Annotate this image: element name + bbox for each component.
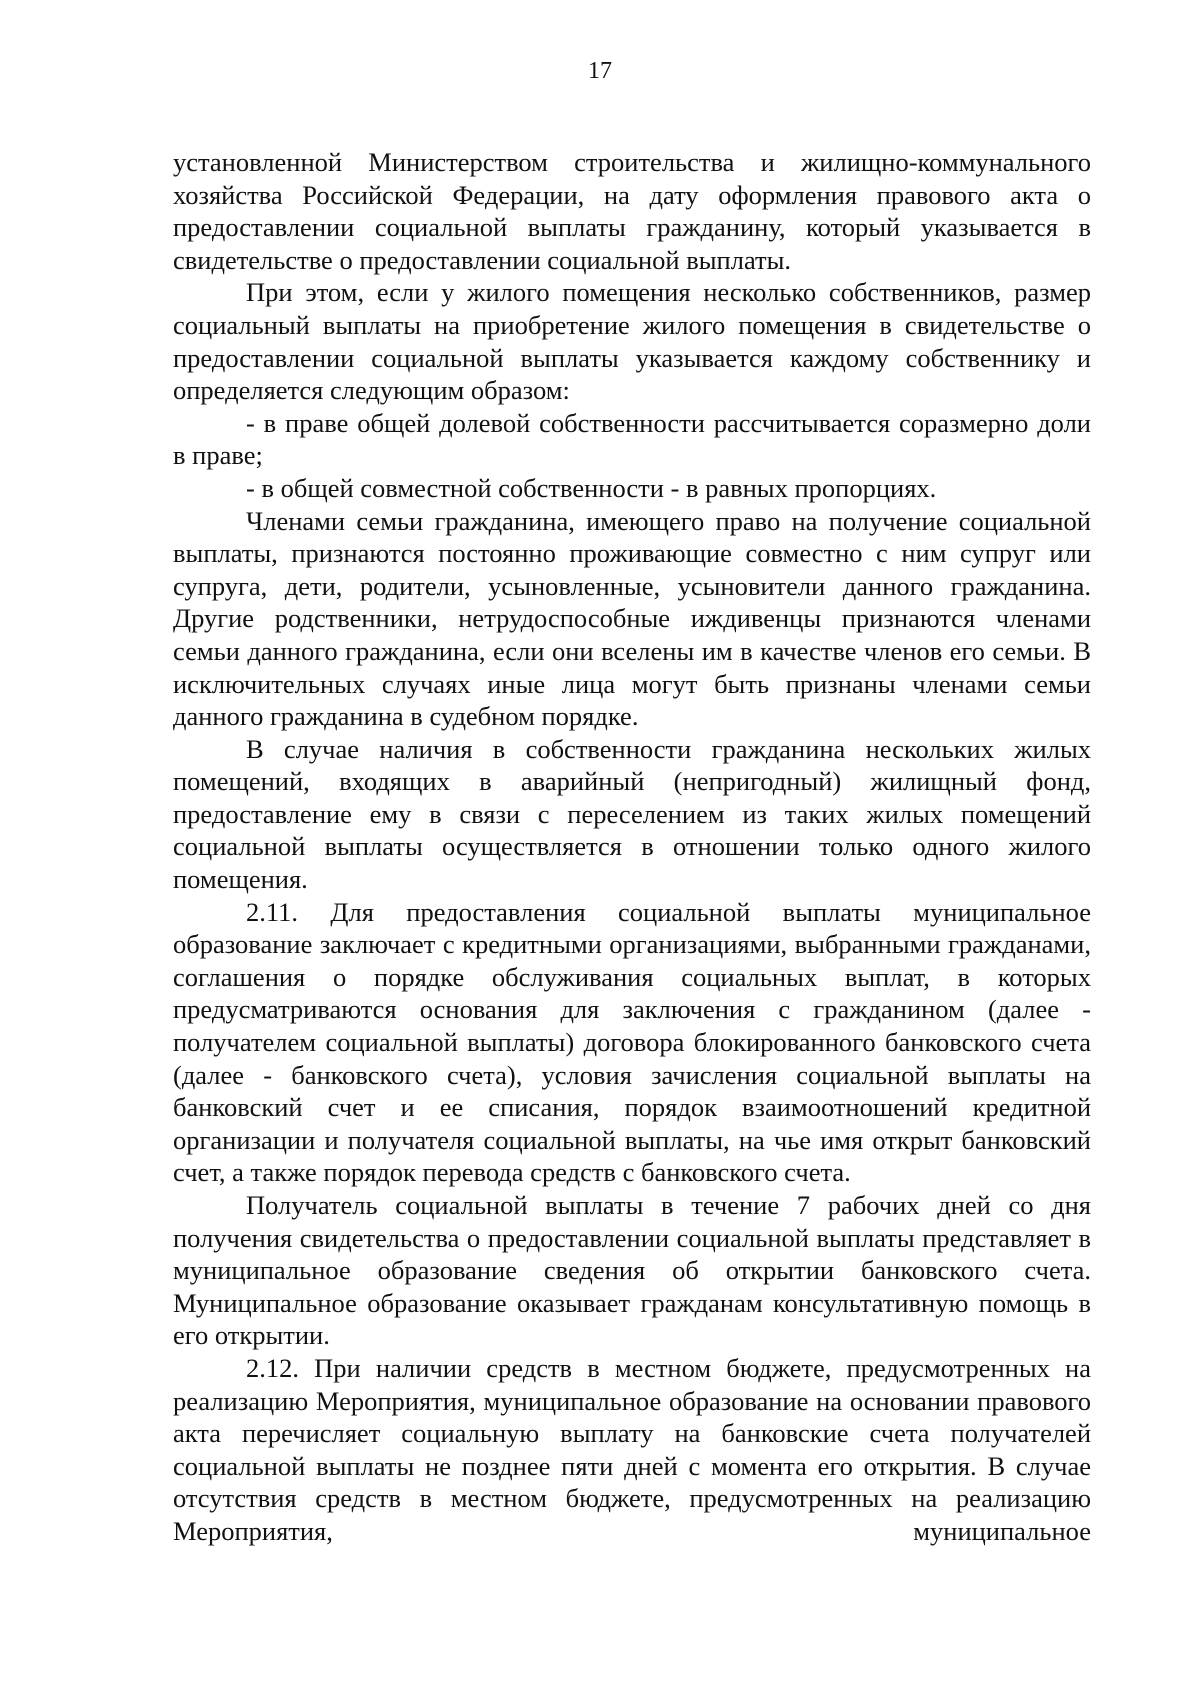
page-number: 17 (588, 58, 612, 84)
paragraph-4: - в общей совместной собственности - в равных пропорциях. (246, 472, 937, 503)
paragraph-9: 2.12. При наличии средств в местном бюджете, предусмотренных на реализацию Мероприятия, муниципальное образование на основании правового акта перечисляет социальную выплату на банковские счета получателей социальной выплаты не позднее пяти дней с момента его открытия. В случае отсутствия средств в местном бюджете, предусмотренных на реализацию Мероприятия, муниципальное (173, 1352, 1091, 1546)
paragraph-5: Членами семьи гражданина, имеющего право на получение социальной выплаты, признаются постоянно проживающие совместно с ним супруг или супруга, дети, родители, усыновленные, усыновители данного гражданина. Другие родственники, нетрудоспособные иждивенцы признаются членами семьи данного гражданина, если они вселены им в качестве членов его семьи. В исключительных случаях иные лица могут быть признаны членами семьи данного гражданина в судебном порядке. (173, 505, 1091, 732)
paragraph-7: 2.11. Для предоставления социальной выплаты муниципальное образование заключает с кредитными организациями, выбранными гражданами, соглашения о порядке обслуживания социальных выплат, в которых предусматриваются основания для заключения с гражданином (далее - получателем социальной выплаты) договора блокированного банковского счета (далее - банковского счета), условия зачисления социальной выплаты на банковский счет и ее списания, порядок взаимоотношений кредитной организации и получателя социальной выплаты, на чье имя открыт банковский счет, а также порядок перевода средств с банковского счета. (173, 896, 1091, 1188)
paragraph-6: В случае наличия в собственности гражданина нескольких жилых помещений, входящих в аварийный (непригодный) жилищный фонд, предоставление ему в связи с переселением из таких жилых помещений социальной выплаты осуществляется в отношении только одного жилого помещения. (173, 733, 1091, 895)
paragraph-2: При этом, если у жилого помещения несколько собственников, размер социальный выплаты на приобретение жилого помещения в свидетельстве о предоставлении социальной выплаты указывается каждому собственнику и определяется следующим образом: (173, 277, 1091, 406)
paragraph-1: установленной Министерством строительства и жилищно-коммунального хозяйства Российской Федерации, на дату оформления правового акта о предоставлении социальной выплаты гражданину, который указывается в свидетельстве о предоставлении социальной выплаты. (173, 147, 1091, 275)
body-text (173, 146, 1091, 1548)
paragraph-3: - в праве общей долевой собственности рассчитывается соразмерно доли в праве; (173, 407, 1091, 471)
paragraph-8: Получатель социальной выплаты в течение 7 рабочих дней со дня получения свидетельства о предоставлении социальной выплаты представляет в муниципальное образование сведения об открытии банковского счета. Муниципальное образование оказывает гражданам консультативную помощь в его открытии. (173, 1190, 1091, 1351)
